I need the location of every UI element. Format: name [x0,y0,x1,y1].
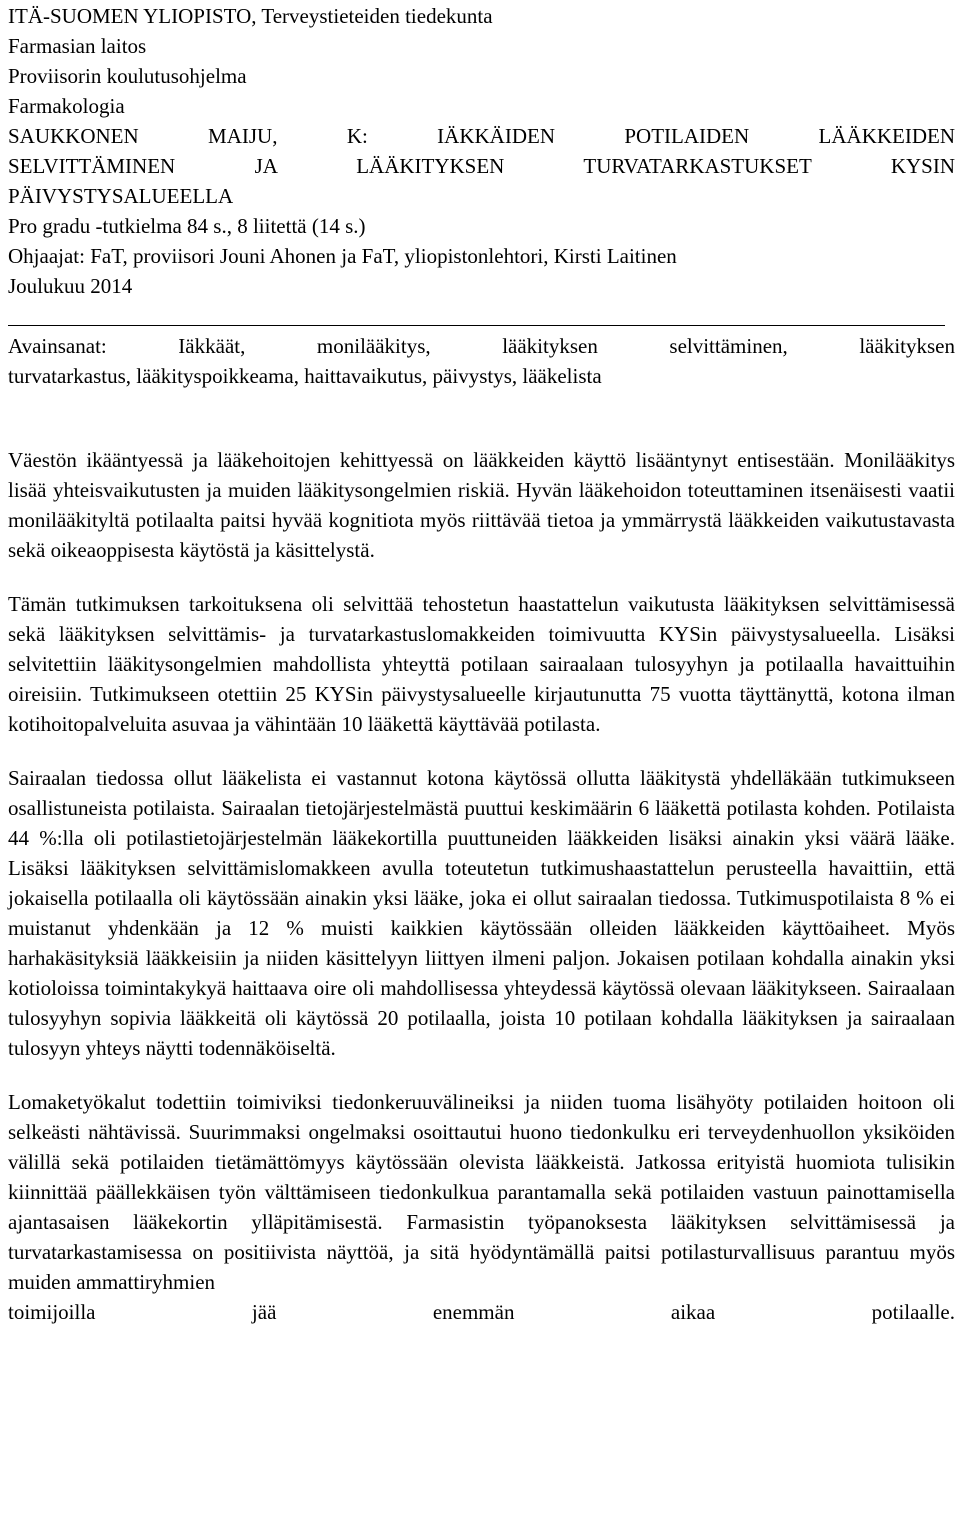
supervisors-line: Ohjaajat: FaT, proviisori Jouni Ahonen ja FaT, yliopistonlehtori, Kirsti Laitinen [8,244,677,268]
spacer [8,1063,955,1087]
subject-line: Farmakologia [8,94,125,118]
date-line: Joulukuu 2014 [8,274,133,298]
thesis-title-line-3: PÄIVYSTYSALUEELLA [8,184,234,208]
spacer [8,391,955,445]
keywords-block [8,331,955,391]
spacer [8,739,955,763]
thesis-title-line-1: SAUKKONEN MAIJU, K: IÄKKÄIDEN POTILAIDEN LÄÄKKEIDEN [8,124,955,148]
abstract-paragraph-3: Sairaalan tiedossa ollut lääkelista ei vastannut kotona käytössä ollutta lääkitystä yhdelläkään tutkimukseen osallistuneista potilaista. Sairaalan tietojärjestelmästä puuttui keskimäärin 6 lääkettä potilasta kohden. Potilaista 44 %:lla oli potilastietojärjestelmän lääkekortilla puuttuneiden lääkkeiden lisäksi ainakin yksi väärä lääke. Lisäksi lääkityksen selvittämislomakkeen avulla toteutetun tutkimushaastattelun perusteella havaittiin, että jokaisella potilaalla oli käytössään ainakin yksi lääke, joka ei ollut sairaalan tiedossa. Tutkimuspotilaista 8 % ei muistanut yhdenkään ja 12 % muisti kaikkien käytössään olleiden lääkkeiden käyttöaiheet. Myös harhakäsityksiä lääkkeisiin ja niiden käsittelyyn liittyen ilmeni paljon. Jokaisen potilaan kohdalla ainakin yksi kotioloissa toimintakykyä haittaava oire oli mahdollisessa yhteydessä käytössä olevaan lääkitykseen. Sairaalaan tulosyyhyn sopivia lääkkeitä oli käytössä 20 potilaalla, joista 10 potilaan kohdalla lääkityksen ja sairaalaan tulosyyn yhteys näytti todennäköiseltä. [8,766,955,1060]
keywords-line-2: turvatarkastus, lääkityspoikkeama, haittavaikutus, päivystys, lääkelista [8,364,602,388]
abstract-paragraph-2: Tämän tutkimuksen tarkoituksena oli selvittää tehostetun haastattelun vaikutusta lääkityksen selvittämisessä sekä lääkityksen selvittämis- ja turvatarkastuslomakkeiden toimivuutta KYSin päivystysalueella. Lisäksi selvitettiin lääkitysongelmien mahdollista yhteyttä potilaan sairaalaan tulosyyhyn ja potilaalla havaittuihin oireisiin. Tutkimukseen otettiin 25 KYSin päivystysalueelle kirjautunutta 75 vuotta täyttänyttä, kotona ilman kotihoitopalveluita asuvaa ja vähintään 10 lääkettä käyttävää potilasta. [8,592,955,736]
abstract-paragraph-1: Väestön ikääntyessä ja lääkehoitojen kehittyessä on lääkkeiden käyttö lisääntynyt entisestään. Monilääkitys lisää yhteisvaikutusten ja muiden lääkitysongelmien riskiä. Hyvän lääkehoidon toteuttaminen itsenäisesti vaatii monilääkityltä potilaalta paitsi hyvää kognitiota myös riittävää tietoa ja ymmärrystä lääkkeiden vaikutustavasta sekä oikeaoppisesta käytöstä ja käsittelystä. [8,448,955,562]
spacer [8,565,955,589]
document-page [8,1,955,1327]
abstract-paragraph-4-last-line: toimijoilla jää enemmän aikaa potilaalle. [8,1300,955,1324]
department-line: Farmasian laitos [8,34,147,58]
separator-rule [8,325,945,326]
abstract-paragraph-4-body: Lomaketyökalut todettiin toimiviksi tiedonkeruuvälineiksi ja niiden tuoma lisähyöty potilaiden hoitoon oli selkeästi nähtävissä. Suurimmaksi ongelmaksi osoittautui huono tiedonkulku eri terveydenhuollon yksiköiden välillä sekä potilaiden tietämättömyys käytössään olevista lääkkeistä. Jatkossa erityistä huomiota tulisikin kiinnittää päällekkäisen työn välttämiseen tiedonkulkua parantamalla sekä potilaiden vastuun painottamisella ajantasaisen lääkekortin ylläpitämisestä. Farmasistin työpanoksesta lääkityksen selvittämisessä ja turvatarkastamisessa on positiivista näyttöä, ja sitä hyödyntämällä paitsi potilasturvallisuus parantuu myös muiden ammattiryhmien [8,1090,955,1294]
university-line: ITÄ-SUOMEN YLIOPISTO, Terveystieteiden tiedekunta [8,4,493,28]
keywords-line-1: Avainsanat: Iäkkäät, monilääkitys, lääkityksen selvittäminen, lääkityksen [8,334,955,358]
thesis-title-line-2: SELVITTÄMINEN JA LÄÄKITYKSEN TURVATARKASTUKSET KYSIN [8,154,955,178]
thesis-info-line: Pro gradu -tutkielma 84 s., 8 liitettä (14 s.) [8,214,366,238]
abstract-paragraph-4 [8,1087,955,1327]
programme-line: Proviisorin koulutusohjelma [8,64,247,88]
thesis-header [8,1,955,301]
